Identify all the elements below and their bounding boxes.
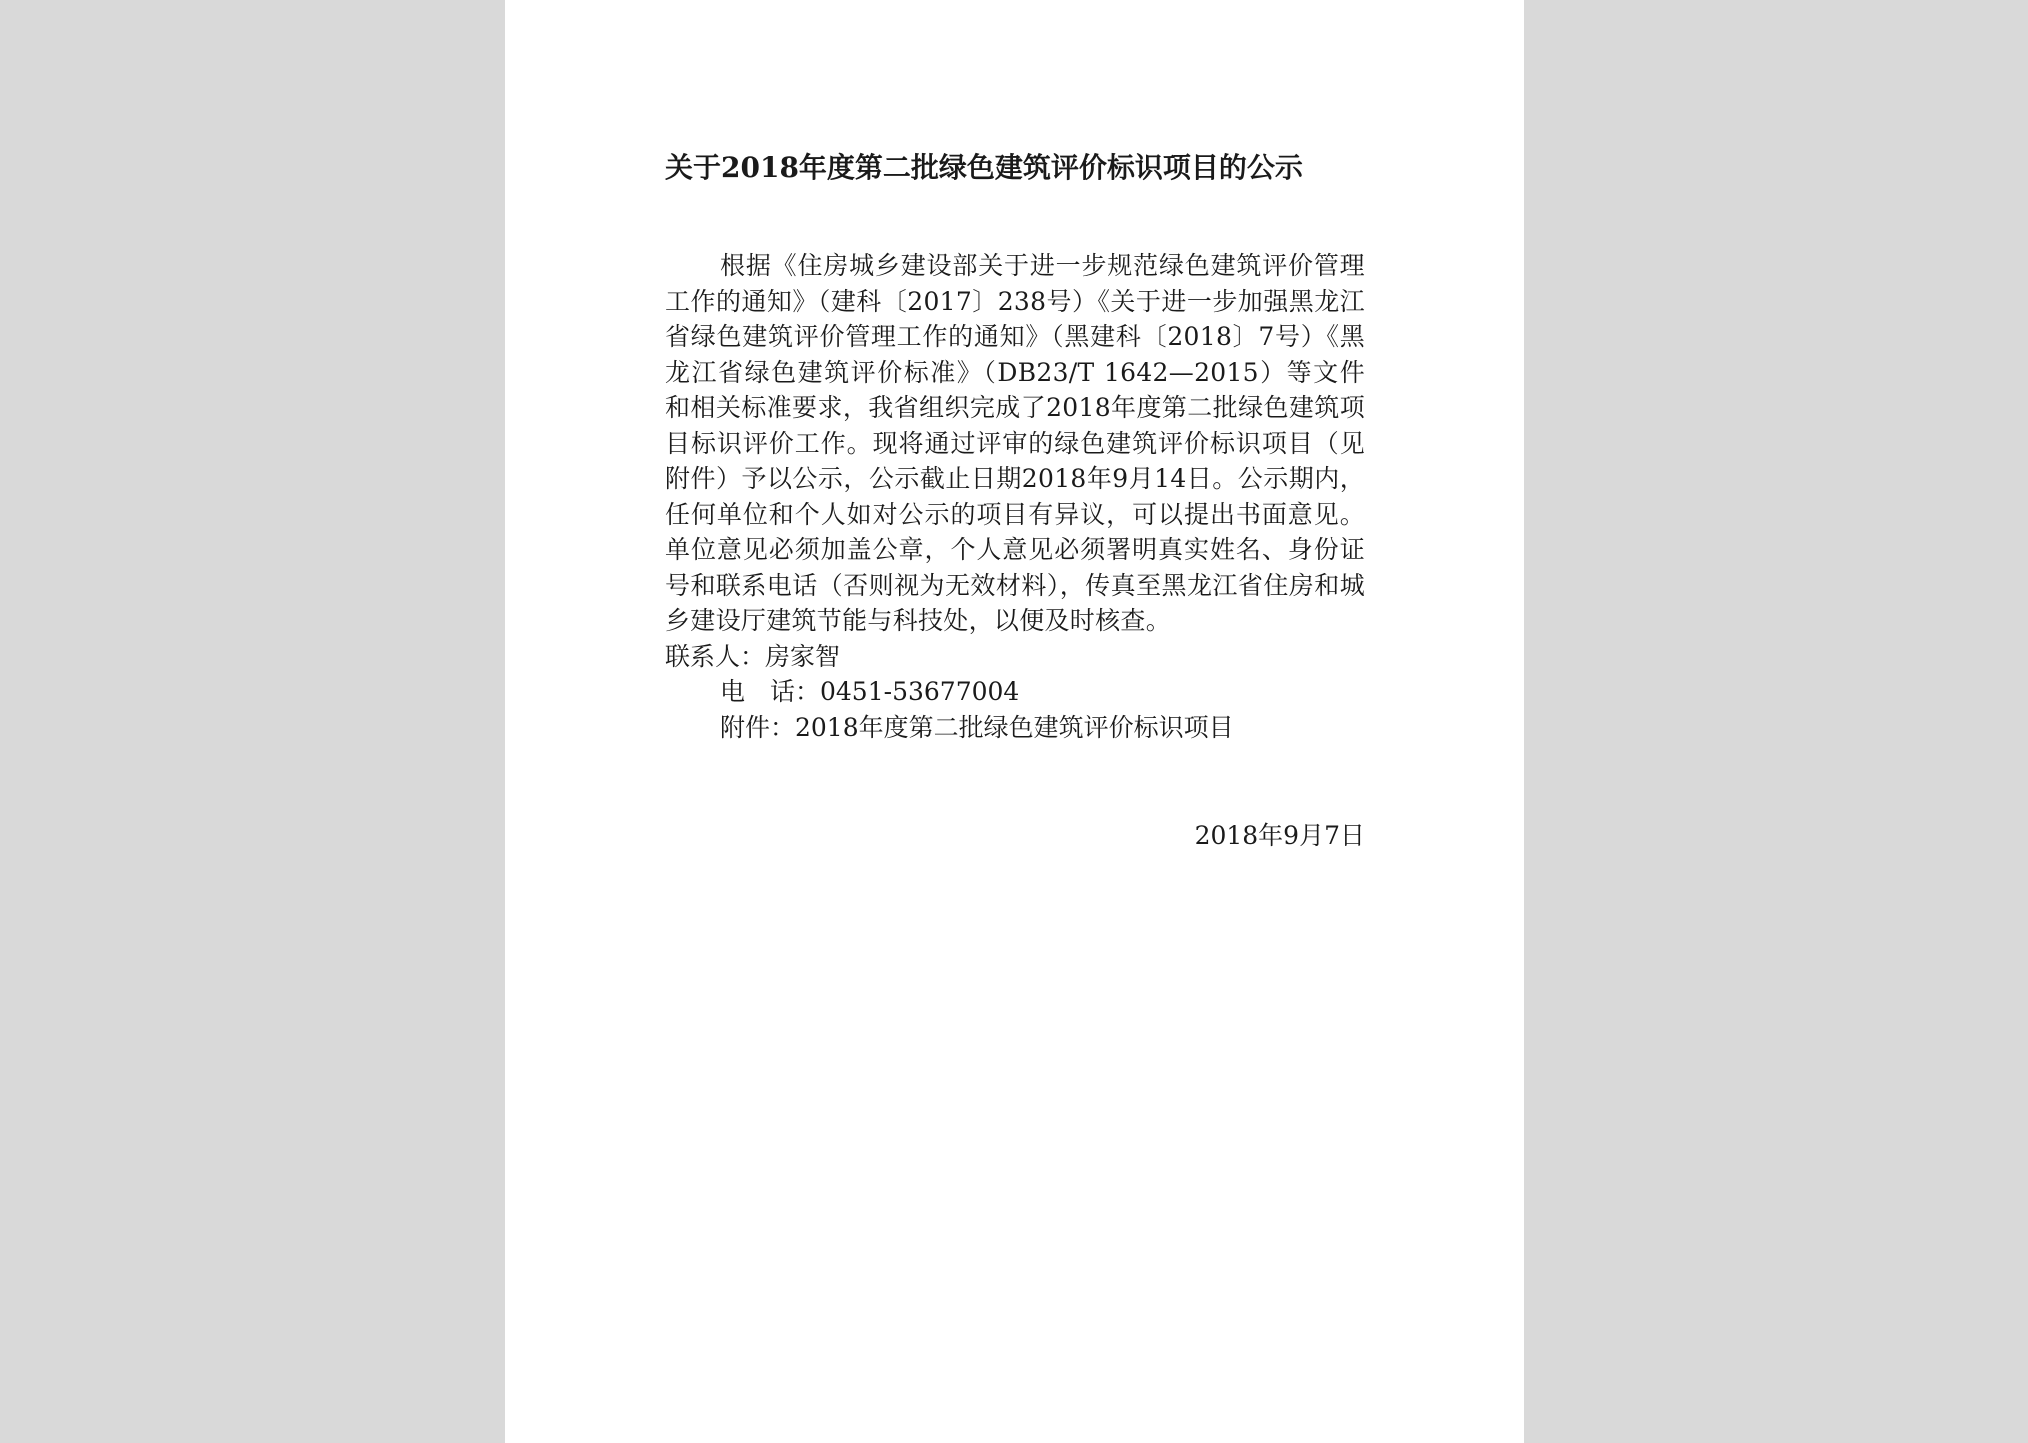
body-paragraph: 根据《住房城乡建设部关于进一步规范绿色建筑评价管理工作的通知》（建科〔2017〕238号）《关于进一步加强黑龙江省绿色建筑评价管理工作的通知》（黑建科〔2018〕7号）《黑龙江省绿色建筑评价标准》（DB23/T 1642—2015）等文件和相关标准要求，我省组织完成了2018年度第二批绿色建筑项目标识评价工作。现将通过评审的绿色建筑评价标识项目（见附件）予以公示，公示截止日期2018年9月14日。公示期内，任何单位和个人如对公示的项目有异议，可以提出书面意见。单位意见必须加盖公章，个人意见必须署明真实姓名、身份证号和联系电话（否则视为无效材料），传真至黑龙江省住房和城乡建设厅建筑节能与科技处，以便及时核查。 — [665, 251, 1365, 635]
document-title: 关于2018年度第二批绿色建筑评价标识项目的公示 — [665, 151, 1303, 184]
attachment-line: 附件：2018年度第二批绿色建筑评价标识项目 — [720, 712, 1234, 742]
contact-phone: 电 话：0451-53677004 — [720, 677, 1020, 706]
document-page — [505, 0, 1524, 1443]
contact-person: 联系人：房家智 — [665, 641, 841, 671]
document-date: 2018年9月7日 — [1194, 821, 1365, 850]
document-body — [665, 248, 1365, 745]
